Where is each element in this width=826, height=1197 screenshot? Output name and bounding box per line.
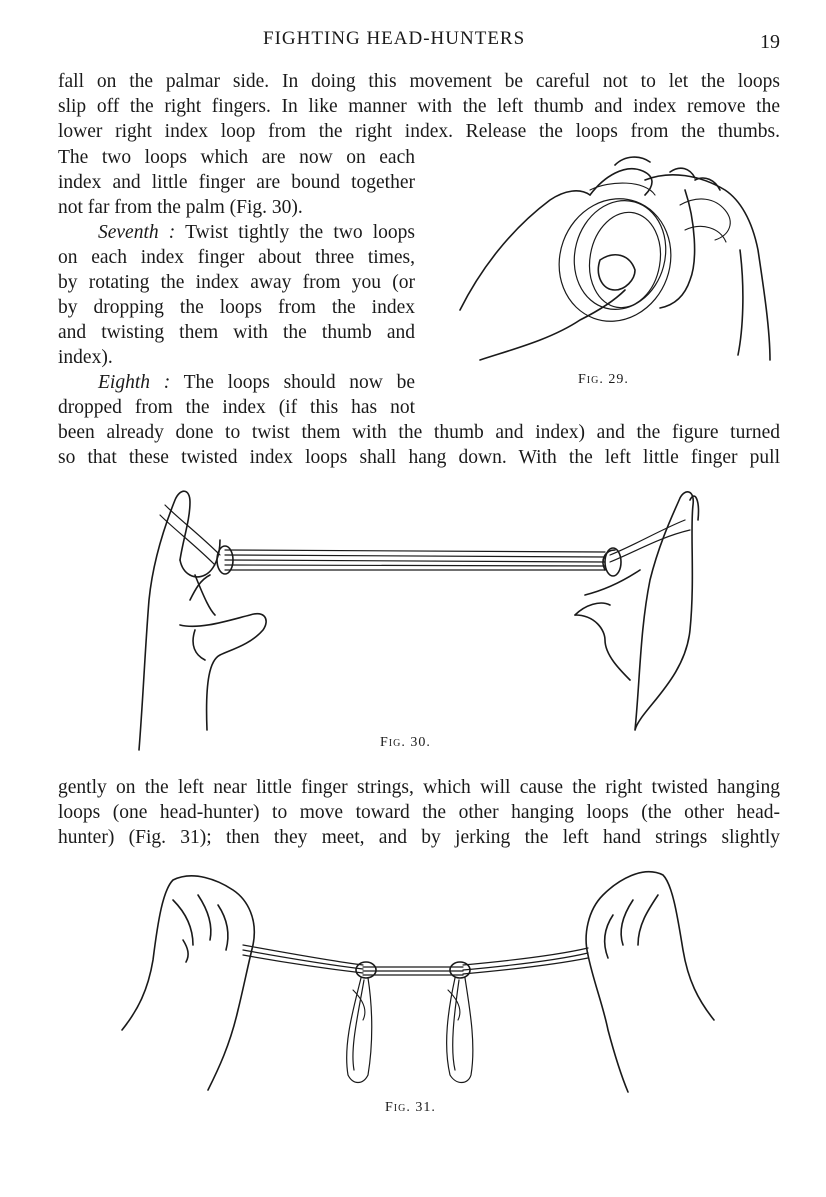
text-line: gently on the left near little finger strings, which will cause the right twisted hanging [58, 777, 780, 798]
figure-30-illustration [135, 480, 720, 750]
text-span: The loops should now be [170, 372, 416, 393]
figure-29-illustration [440, 150, 785, 365]
page-number: 19 [760, 31, 780, 53]
text-line: not far from the palm (Fig. 30). [58, 197, 303, 218]
running-head [0, 28, 826, 54]
text-span: Twist tightly the two loops [175, 222, 415, 243]
text-line-seventh [98, 221, 415, 245]
step-label-eighth: Eighth : [98, 372, 171, 393]
running-title: FIGHTING HEAD-HUNTERS [263, 28, 526, 49]
text-line: on each index finger about three times, [58, 247, 415, 268]
text-line: been already done to twist them with the thumb and index) and the figure turned [58, 422, 780, 443]
text-line-eighth [98, 371, 415, 395]
text-line: hunter) (Fig. 31); then they meet, and by jerking the left hand strings slightly [58, 827, 780, 848]
text-line: by dropping the loops from the index [58, 297, 415, 318]
text-line: by rotating the index away from you (or [58, 272, 415, 293]
text-line: The two loops which are now on each [58, 147, 415, 168]
text-line: and twisting them with the thumb and [58, 322, 415, 343]
text-line: dropped from the index (if this has not [58, 397, 415, 418]
text-line: index). [58, 347, 113, 368]
left-hand-outline [139, 491, 190, 750]
text-line: so that these twisted index loops shall hang down. With the left little finger pull [58, 447, 780, 468]
figure-31-illustration [118, 870, 718, 1095]
right-hand-outline [586, 872, 714, 1092]
text-line: fall on the palmar side. In doing this movement be careful not to let the loops [58, 71, 780, 92]
left-hand-outline [122, 876, 254, 1090]
text-line: index and little finger are bound together [58, 172, 415, 193]
figure-29-caption: Fig. 29. [578, 372, 629, 387]
step-label-seventh: Seventh : [98, 222, 176, 243]
figure-31-caption: Fig. 31. [385, 1100, 436, 1115]
figure-30-caption: Fig. 30. [380, 735, 431, 750]
text-line: slip off the right fingers. In like manner with the left thumb and index remove the [58, 96, 780, 117]
text-line: lower right index loop from the right index. Release the loops from the thumbs. [58, 121, 780, 142]
right-hand-outline [635, 492, 693, 730]
text-line: loops (one head-hunter) to move toward the other hanging loops (the other head- [58, 802, 780, 823]
left-hand-outline [460, 191, 590, 310]
